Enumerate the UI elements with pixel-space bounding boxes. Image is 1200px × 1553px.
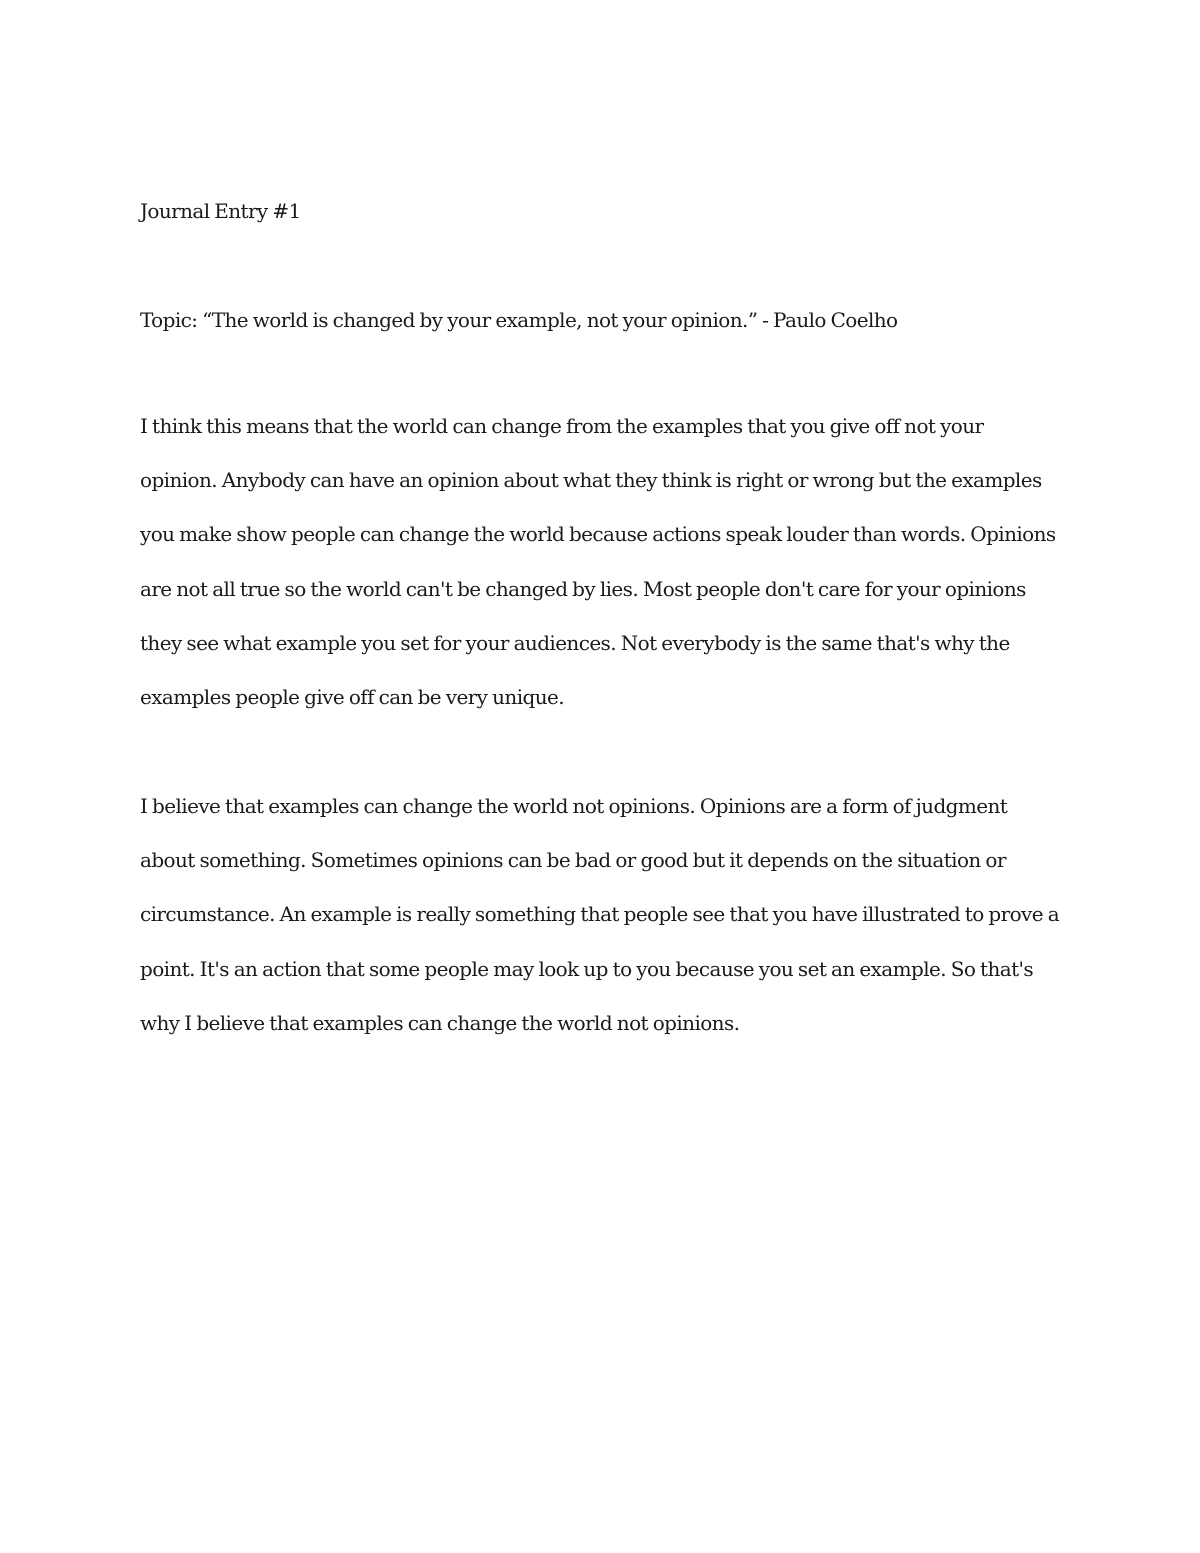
paragraph-line: point. It's an action that some people may look up to you because you set an example. So that's (140, 956, 1034, 981)
topic-line: Topic: “The world is changed by your example, not your opinion.” - Paulo Coelho (140, 308, 898, 332)
paragraph-1 (140, 399, 1065, 724)
paragraph-line: I think this means that the world can change from the examples that you give off not your (140, 414, 984, 438)
paragraph-line: are not all true so the world can't be changed by lies. Most people don't care for your opinions (140, 576, 1026, 601)
paragraph-line: I believe that examples can change the world not opinions. Opinions are a form of judgment (140, 794, 1008, 818)
paragraph-line: they see what example you set for your audiences. Not everybody is the same that's why the (140, 630, 1010, 655)
paragraph-line: why I believe that examples can change the world not opinions. (140, 1010, 740, 1035)
paragraph-line: you make show people can change the world because actions speak louder than words. Opinions (140, 522, 1056, 547)
document-title: Journal Entry #1 (140, 199, 301, 223)
paragraph-line: opinion. Anybody can have an opinion about what they think is right or wrong but the examples (140, 468, 1042, 493)
paragraph-line: about something. Sometimes opinions can be bad or good but it depends on the situation or (140, 848, 1006, 873)
paragraph-line: examples people give off can be very unique. (140, 685, 564, 710)
paragraph-2 (140, 779, 1065, 1050)
paragraph-line: circumstance. An example is really something that people see that you have illustrated to prove a (140, 902, 1060, 927)
